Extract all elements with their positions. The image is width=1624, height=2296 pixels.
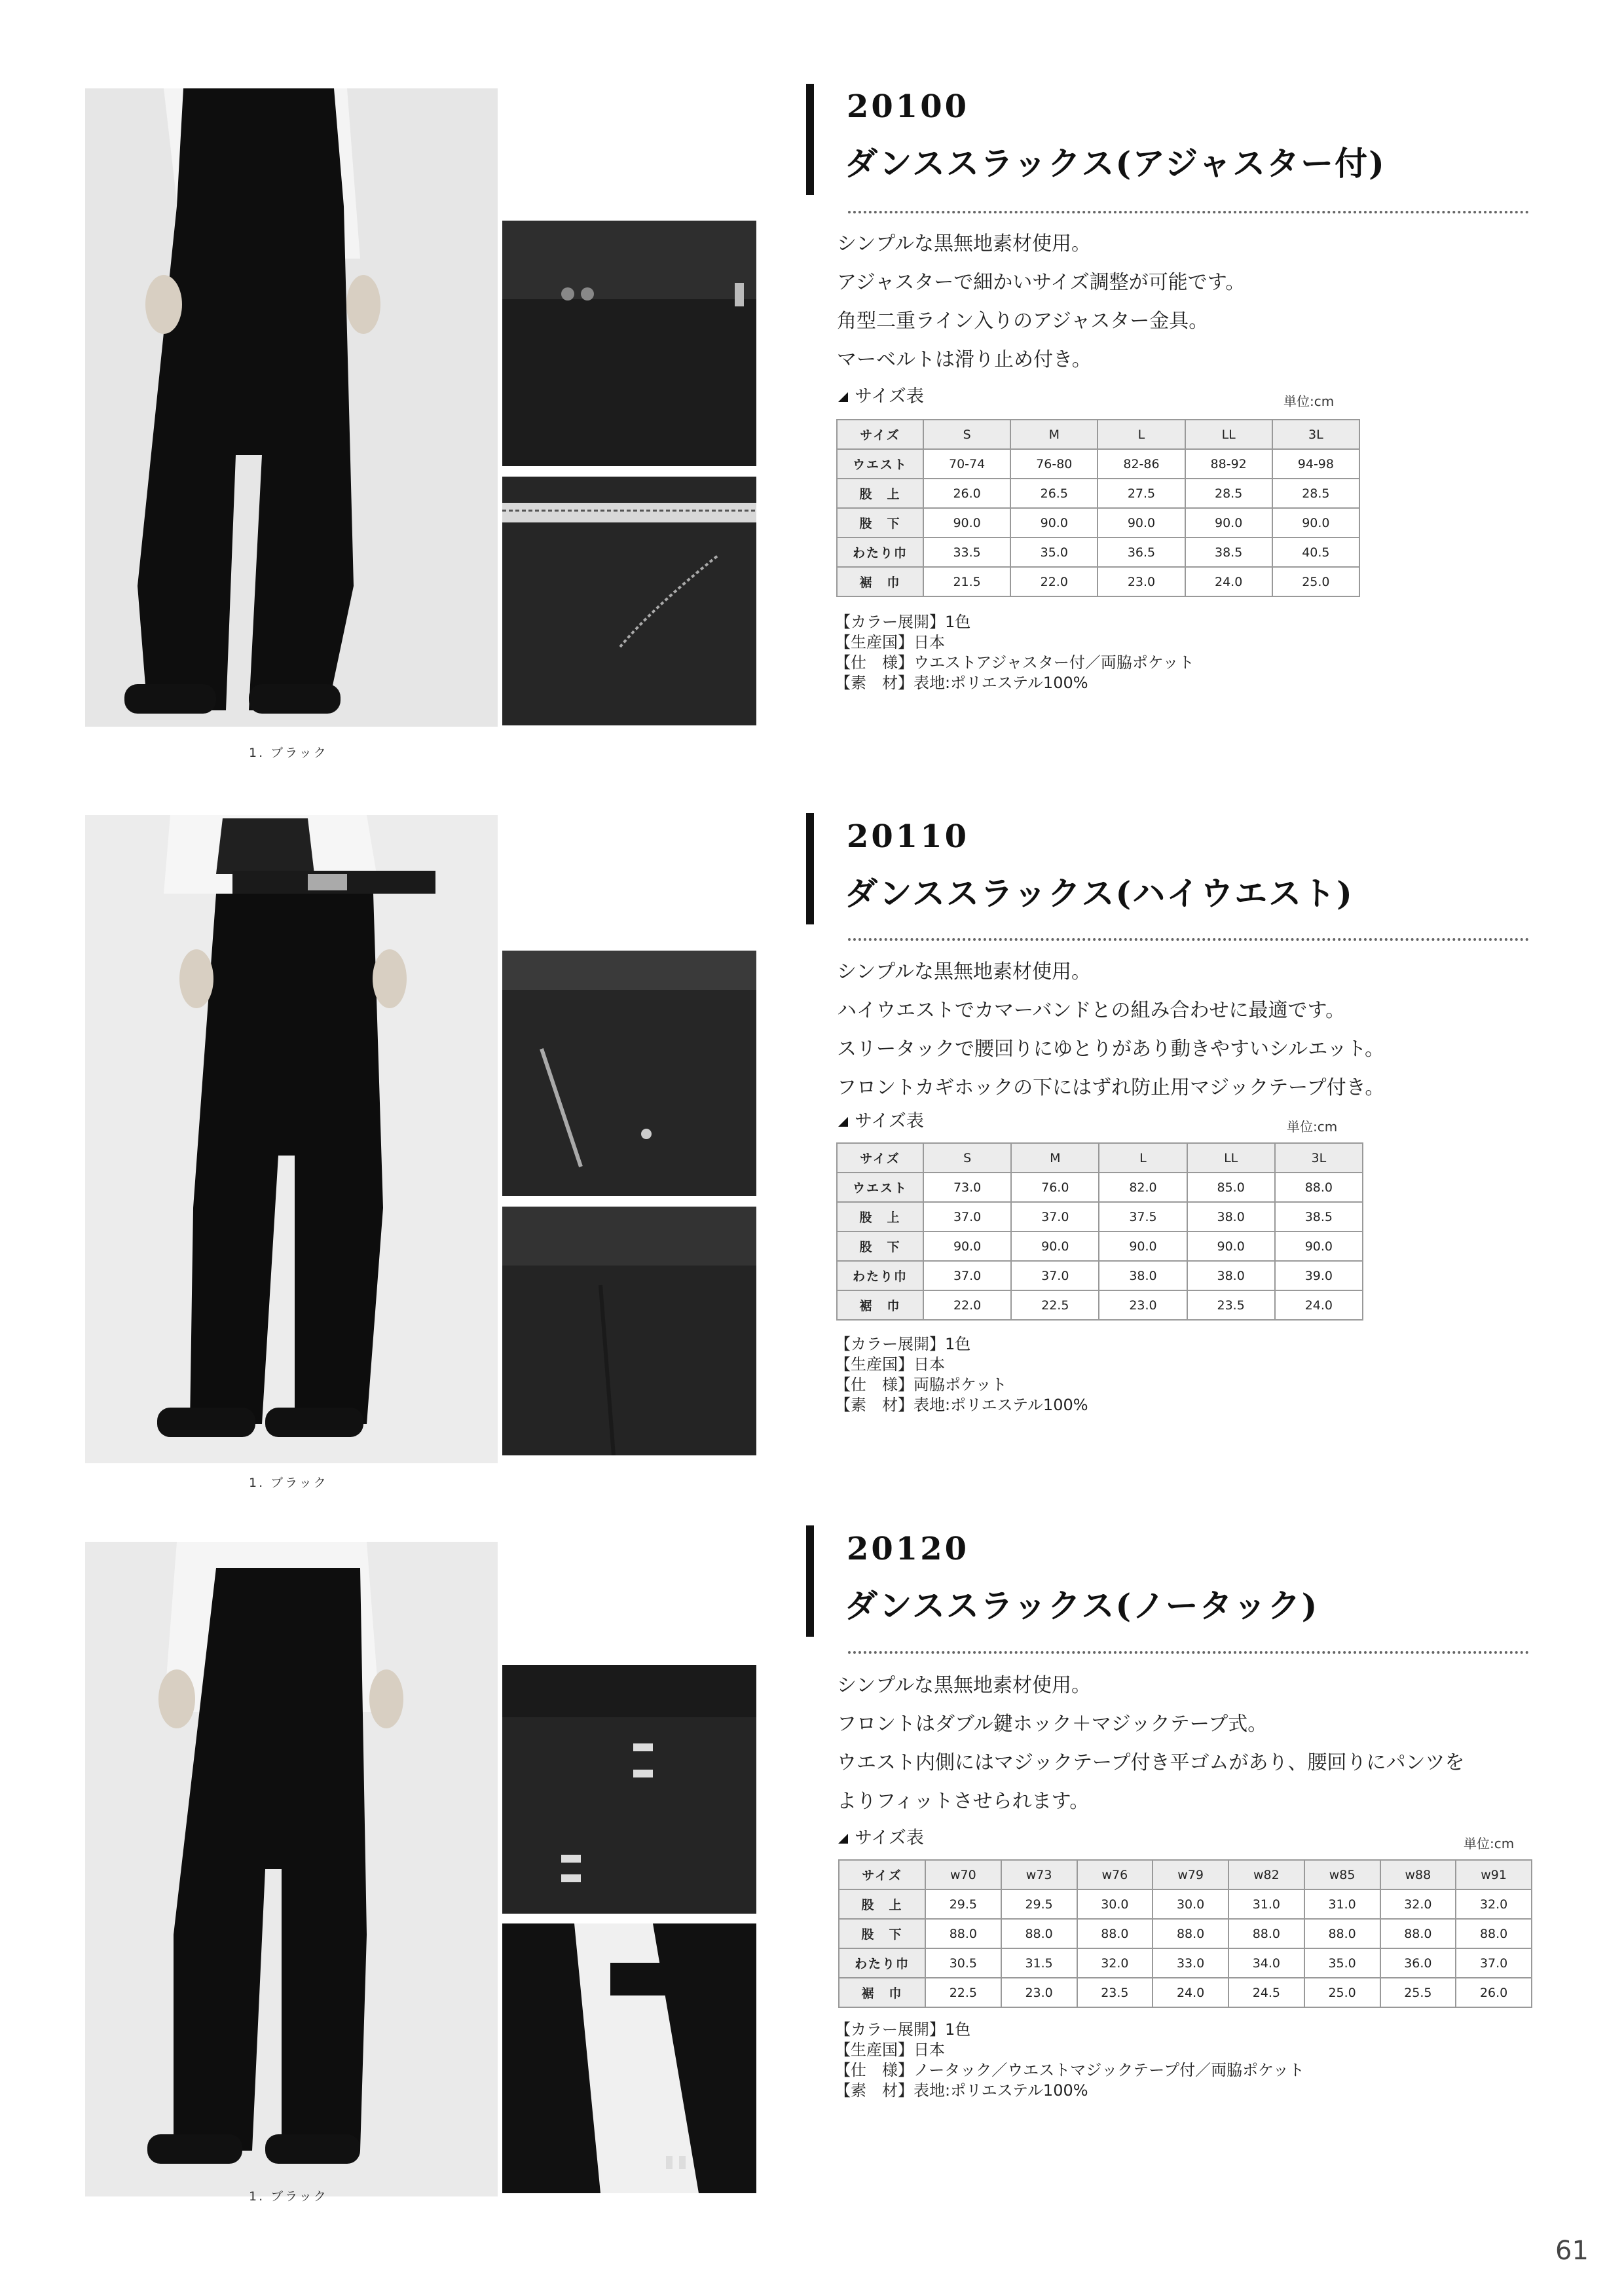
table-cell: 37.5 <box>1099 1202 1187 1231</box>
spec-line: 【カラー展開】1色 <box>835 1335 971 1353</box>
product-description <box>837 225 1245 379</box>
table-cell: 90.0 <box>1098 508 1185 538</box>
table-cell: 26.0 <box>923 479 1010 508</box>
table-cell: 90.0 <box>1272 508 1359 538</box>
table-header-cell: w76 <box>1077 1860 1153 1889</box>
row-label: わたり巾 <box>837 1261 923 1290</box>
table-cell: 88.0 <box>1001 1919 1077 1948</box>
table-cell: 21.5 <box>923 567 1010 596</box>
table-header-cell: サイズ <box>837 1143 923 1173</box>
table-cell: 22.0 <box>923 1290 1011 1320</box>
table-header-cell: w73 <box>1001 1860 1077 1889</box>
table-cell: 90.0 <box>1185 508 1272 538</box>
table-cell: 30.5 <box>925 1948 1001 1978</box>
table-header-cell: LL <box>1185 420 1272 449</box>
table-cell: 26.0 <box>1456 1978 1532 2007</box>
row-label: 股 上 <box>839 1889 925 1919</box>
spec-line: 【生産国】日本 <box>835 633 945 651</box>
table-cell: 38.0 <box>1099 1261 1187 1290</box>
table-cell: 23.0 <box>1001 1978 1077 2007</box>
table-cell: 29.5 <box>1001 1889 1077 1919</box>
product-photo-20100 <box>85 88 498 727</box>
table-cell: 36.5 <box>1098 538 1185 567</box>
table-cell: 88-92 <box>1185 449 1272 479</box>
table-header-cell: M <box>1010 420 1098 449</box>
row-label: 裾 巾 <box>837 1290 923 1320</box>
triangle-icon <box>838 1117 848 1127</box>
table-row <box>837 1173 1363 1202</box>
table-cell: 37.0 <box>923 1202 1011 1231</box>
unit-label: 単位:cm <box>1464 1836 1515 1851</box>
table-cell: 82.0 <box>1099 1173 1187 1202</box>
title-accent-bar <box>806 1525 814 1637</box>
table-cell: 37.0 <box>1011 1261 1099 1290</box>
description-line: シンプルな黒無地素材使用。 <box>837 232 1092 255</box>
size-chart-label-text: サイズ表 <box>855 1828 924 1848</box>
table-header-cell: w70 <box>925 1860 1001 1889</box>
row-label: 股 下 <box>837 1231 923 1261</box>
size-table-20110 <box>836 1142 1363 1321</box>
spec-line: 【素 材】表地:ポリエステル100% <box>835 1396 1088 1414</box>
description-line: シンプルな黒無地素材使用。 <box>837 960 1092 983</box>
title-divider <box>848 938 1529 941</box>
detail-photo-20120-inner <box>502 1665 756 1914</box>
table-cell: 31.5 <box>1001 1948 1077 1978</box>
product-photo-20120 <box>85 1542 498 2196</box>
product-name: ダンススラックス(ノータック) <box>845 1586 1319 1625</box>
page-number: 61 <box>1555 2236 1589 2266</box>
table-cell: 88.0 <box>1153 1919 1228 1948</box>
color-caption-20120: 1. ブラック <box>249 2189 328 2204</box>
title-divider <box>848 211 1529 213</box>
table-cell: 76.0 <box>1011 1173 1099 1202</box>
unit-label: 単位:cm <box>1283 393 1335 409</box>
table-header-row <box>839 1860 1532 1889</box>
table-cell: 40.5 <box>1272 538 1359 567</box>
table-header-cell: L <box>1098 420 1185 449</box>
description-line: 角型二重ライン入りのアジャスター金具。 <box>837 310 1209 333</box>
spec-line: 【カラー展開】1色 <box>835 2020 971 2039</box>
product-specs <box>835 2020 1304 2101</box>
description-line: ハイウエストでカマーバンドとの組み合わせに最適です。 <box>837 999 1346 1022</box>
table-header-cell: サイズ <box>839 1860 925 1889</box>
table-row <box>839 1978 1532 2007</box>
size-chart-label-text: サイズ表 <box>855 1111 924 1131</box>
title-accent-bar <box>806 813 814 924</box>
description-line: フロントカギホックの下にはずれ防止用マジックテープ付き。 <box>837 1076 1385 1099</box>
table-cell: 28.5 <box>1185 479 1272 508</box>
table-cell: 90.0 <box>1099 1231 1187 1261</box>
product-code: 20110 <box>847 818 969 855</box>
table-row <box>837 508 1359 538</box>
table-cell: 33.5 <box>923 538 1010 567</box>
row-label: ウエスト <box>837 449 923 479</box>
description-line: マーベルトは滑り止め付き。 <box>837 348 1092 371</box>
spec-line: 【仕 様】ウエストアジャスター付／両脇ポケット <box>835 653 1194 672</box>
table-header-row <box>837 420 1359 449</box>
color-caption-20100: 1. ブラック <box>249 746 328 760</box>
table-cell: 39.0 <box>1275 1261 1363 1290</box>
table-header-cell: w85 <box>1304 1860 1380 1889</box>
table-cell: 28.5 <box>1272 479 1359 508</box>
table-row <box>837 449 1359 479</box>
table-cell: 32.0 <box>1077 1948 1153 1978</box>
table-cell: 90.0 <box>1010 508 1098 538</box>
table-cell: 85.0 <box>1187 1173 1275 1202</box>
product-name: ダンススラックス(アジャスター付) <box>845 144 1386 183</box>
table-header-cell: 3L <box>1272 420 1359 449</box>
table-header-cell: 3L <box>1275 1143 1363 1173</box>
description-line: ウエスト内側にはマジックテープ付き平ゴムがあり、腰回りにパンツを <box>837 1751 1465 1774</box>
table-header-row <box>837 1143 1363 1173</box>
table-cell: 33.0 <box>1153 1948 1228 1978</box>
size-table-20100 <box>836 419 1360 597</box>
size-chart-label <box>838 1106 924 1132</box>
table-cell: 22.0 <box>1010 567 1098 596</box>
table-row <box>837 1231 1363 1261</box>
table-row <box>837 1261 1363 1290</box>
table-row <box>839 1919 1532 1948</box>
table-cell: 22.5 <box>1011 1290 1099 1320</box>
table-cell: 26.5 <box>1010 479 1098 508</box>
table-cell: 88.0 <box>1304 1919 1380 1948</box>
spec-line: 【生産国】日本 <box>835 1355 945 1374</box>
table-header-cell: S <box>923 420 1010 449</box>
table-cell: 88.0 <box>1380 1919 1456 1948</box>
table-header-cell: w91 <box>1456 1860 1532 1889</box>
description-line: アジャスターで細かいサイズ調整が可能です。 <box>837 271 1246 294</box>
table-row <box>837 567 1359 596</box>
table-header-cell: w79 <box>1153 1860 1228 1889</box>
row-label: 裾 巾 <box>837 567 923 596</box>
table-cell: 23.0 <box>1098 567 1185 596</box>
table-cell: 22.5 <box>925 1978 1001 2007</box>
table-cell: 37.0 <box>1456 1948 1532 1978</box>
size-table-20120 <box>838 1859 1532 2008</box>
table-cell: 76-80 <box>1010 449 1098 479</box>
table-cell: 82-86 <box>1098 449 1185 479</box>
spec-line: 【素 材】表地:ポリエステル100% <box>835 2081 1088 2100</box>
description-line: スリータックで腰回りにゆとりがあり動きやすいシルエット。 <box>837 1038 1384 1061</box>
product-description <box>837 953 1384 1107</box>
detail-photo-20110-waist <box>502 951 756 1196</box>
row-label: わたり巾 <box>839 1948 925 1978</box>
table-cell: 88.0 <box>1275 1173 1363 1202</box>
table-cell: 32.0 <box>1380 1889 1456 1919</box>
detail-photo-20100-waist <box>502 221 756 466</box>
table-row <box>837 538 1359 567</box>
table-cell: 94-98 <box>1272 449 1359 479</box>
table-cell: 37.0 <box>1011 1202 1099 1231</box>
product-name: ダンススラックス(ハイウエスト) <box>845 874 1354 913</box>
table-cell: 24.5 <box>1228 1978 1304 2007</box>
size-chart-label <box>838 1823 924 1849</box>
table-row <box>837 1202 1363 1231</box>
size-chart-label-text: サイズ表 <box>855 386 924 407</box>
row-label: わたり巾 <box>837 538 923 567</box>
row-label: 股 下 <box>839 1919 925 1948</box>
table-header-cell: w88 <box>1380 1860 1456 1889</box>
table-header-cell: M <box>1011 1143 1099 1173</box>
table-cell: 90.0 <box>1187 1231 1275 1261</box>
triangle-icon <box>838 392 848 402</box>
row-label: 股 上 <box>837 479 923 508</box>
product-code: 20120 <box>847 1531 969 1567</box>
table-cell: 23.0 <box>1099 1290 1187 1320</box>
row-label: 裾 巾 <box>839 1978 925 2007</box>
table-header-cell: w82 <box>1228 1860 1304 1889</box>
table-header-cell: L <box>1099 1143 1187 1173</box>
table-cell: 38.5 <box>1185 538 1272 567</box>
detail-photo-20110-front <box>502 1207 756 1455</box>
table-cell: 70-74 <box>923 449 1010 479</box>
table-cell: 23.5 <box>1077 1978 1153 2007</box>
table-cell: 73.0 <box>923 1173 1011 1202</box>
row-label: 股 下 <box>837 508 923 538</box>
description-line: シンプルな黒無地素材使用。 <box>837 1674 1092 1697</box>
table-cell: 32.0 <box>1456 1889 1532 1919</box>
spec-line: 【仕 様】ノータック／ウエストマジックテープ付／両脇ポケット <box>835 2061 1304 2079</box>
table-cell: 36.0 <box>1380 1948 1456 1978</box>
product-photo-20110 <box>85 815 498 1463</box>
table-header-cell: サイズ <box>837 420 923 449</box>
unit-label: 単位:cm <box>1287 1119 1338 1135</box>
product-code: 20100 <box>847 88 969 125</box>
table-cell: 37.0 <box>923 1261 1011 1290</box>
table-cell: 24.0 <box>1153 1978 1228 2007</box>
table-cell: 34.0 <box>1228 1948 1304 1978</box>
product-description <box>837 1666 1465 1821</box>
table-cell: 88.0 <box>1228 1919 1304 1948</box>
table-cell: 25.5 <box>1380 1978 1456 2007</box>
table-row <box>837 479 1359 508</box>
table-header-cell: S <box>923 1143 1011 1173</box>
table-cell: 27.5 <box>1098 479 1185 508</box>
table-cell: 25.0 <box>1272 567 1359 596</box>
row-label: 股 上 <box>837 1202 923 1231</box>
product-specs <box>835 612 1194 693</box>
table-cell: 90.0 <box>1275 1231 1363 1261</box>
table-cell: 88.0 <box>1456 1919 1532 1948</box>
table-cell: 88.0 <box>1077 1919 1153 1948</box>
detail-photo-20120-front <box>502 1923 756 2193</box>
table-row <box>839 1948 1532 1978</box>
table-row <box>839 1889 1532 1919</box>
row-label: ウエスト <box>837 1173 923 1202</box>
table-cell: 90.0 <box>923 1231 1011 1261</box>
table-header-cell: LL <box>1187 1143 1275 1173</box>
table-cell: 29.5 <box>925 1889 1001 1919</box>
table-cell: 23.5 <box>1187 1290 1275 1320</box>
size-chart-label <box>838 382 924 407</box>
table-cell: 38.0 <box>1187 1261 1275 1290</box>
table-cell: 35.0 <box>1010 538 1098 567</box>
detail-photo-20100-inner <box>502 477 756 725</box>
triangle-icon <box>838 1834 848 1844</box>
title-divider <box>848 1651 1529 1654</box>
table-cell: 24.0 <box>1185 567 1272 596</box>
color-caption-20110: 1. ブラック <box>249 1476 328 1490</box>
table-cell: 30.0 <box>1077 1889 1153 1919</box>
table-cell: 30.0 <box>1153 1889 1228 1919</box>
table-cell: 31.0 <box>1228 1889 1304 1919</box>
description-line: フロントはダブル鍵ホック＋マジックテープ式。 <box>837 1713 1268 1736</box>
spec-line: 【カラー展開】1色 <box>835 613 971 631</box>
spec-line: 【仕 様】両脇ポケット <box>835 1376 1007 1394</box>
product-specs <box>835 1334 1088 1415</box>
table-cell: 38.5 <box>1275 1202 1363 1231</box>
description-line: よりフィットさせられます。 <box>837 1790 1090 1813</box>
table-cell: 35.0 <box>1304 1948 1380 1978</box>
title-accent-bar <box>806 84 814 195</box>
table-cell: 25.0 <box>1304 1978 1380 2007</box>
spec-line: 【素 材】表地:ポリエステル100% <box>835 674 1088 692</box>
table-cell: 90.0 <box>923 508 1010 538</box>
table-cell: 90.0 <box>1011 1231 1099 1261</box>
spec-line: 【生産国】日本 <box>835 2041 945 2059</box>
table-row <box>837 1290 1363 1320</box>
table-cell: 24.0 <box>1275 1290 1363 1320</box>
table-cell: 31.0 <box>1304 1889 1380 1919</box>
table-cell: 88.0 <box>925 1919 1001 1948</box>
table-cell: 38.0 <box>1187 1202 1275 1231</box>
